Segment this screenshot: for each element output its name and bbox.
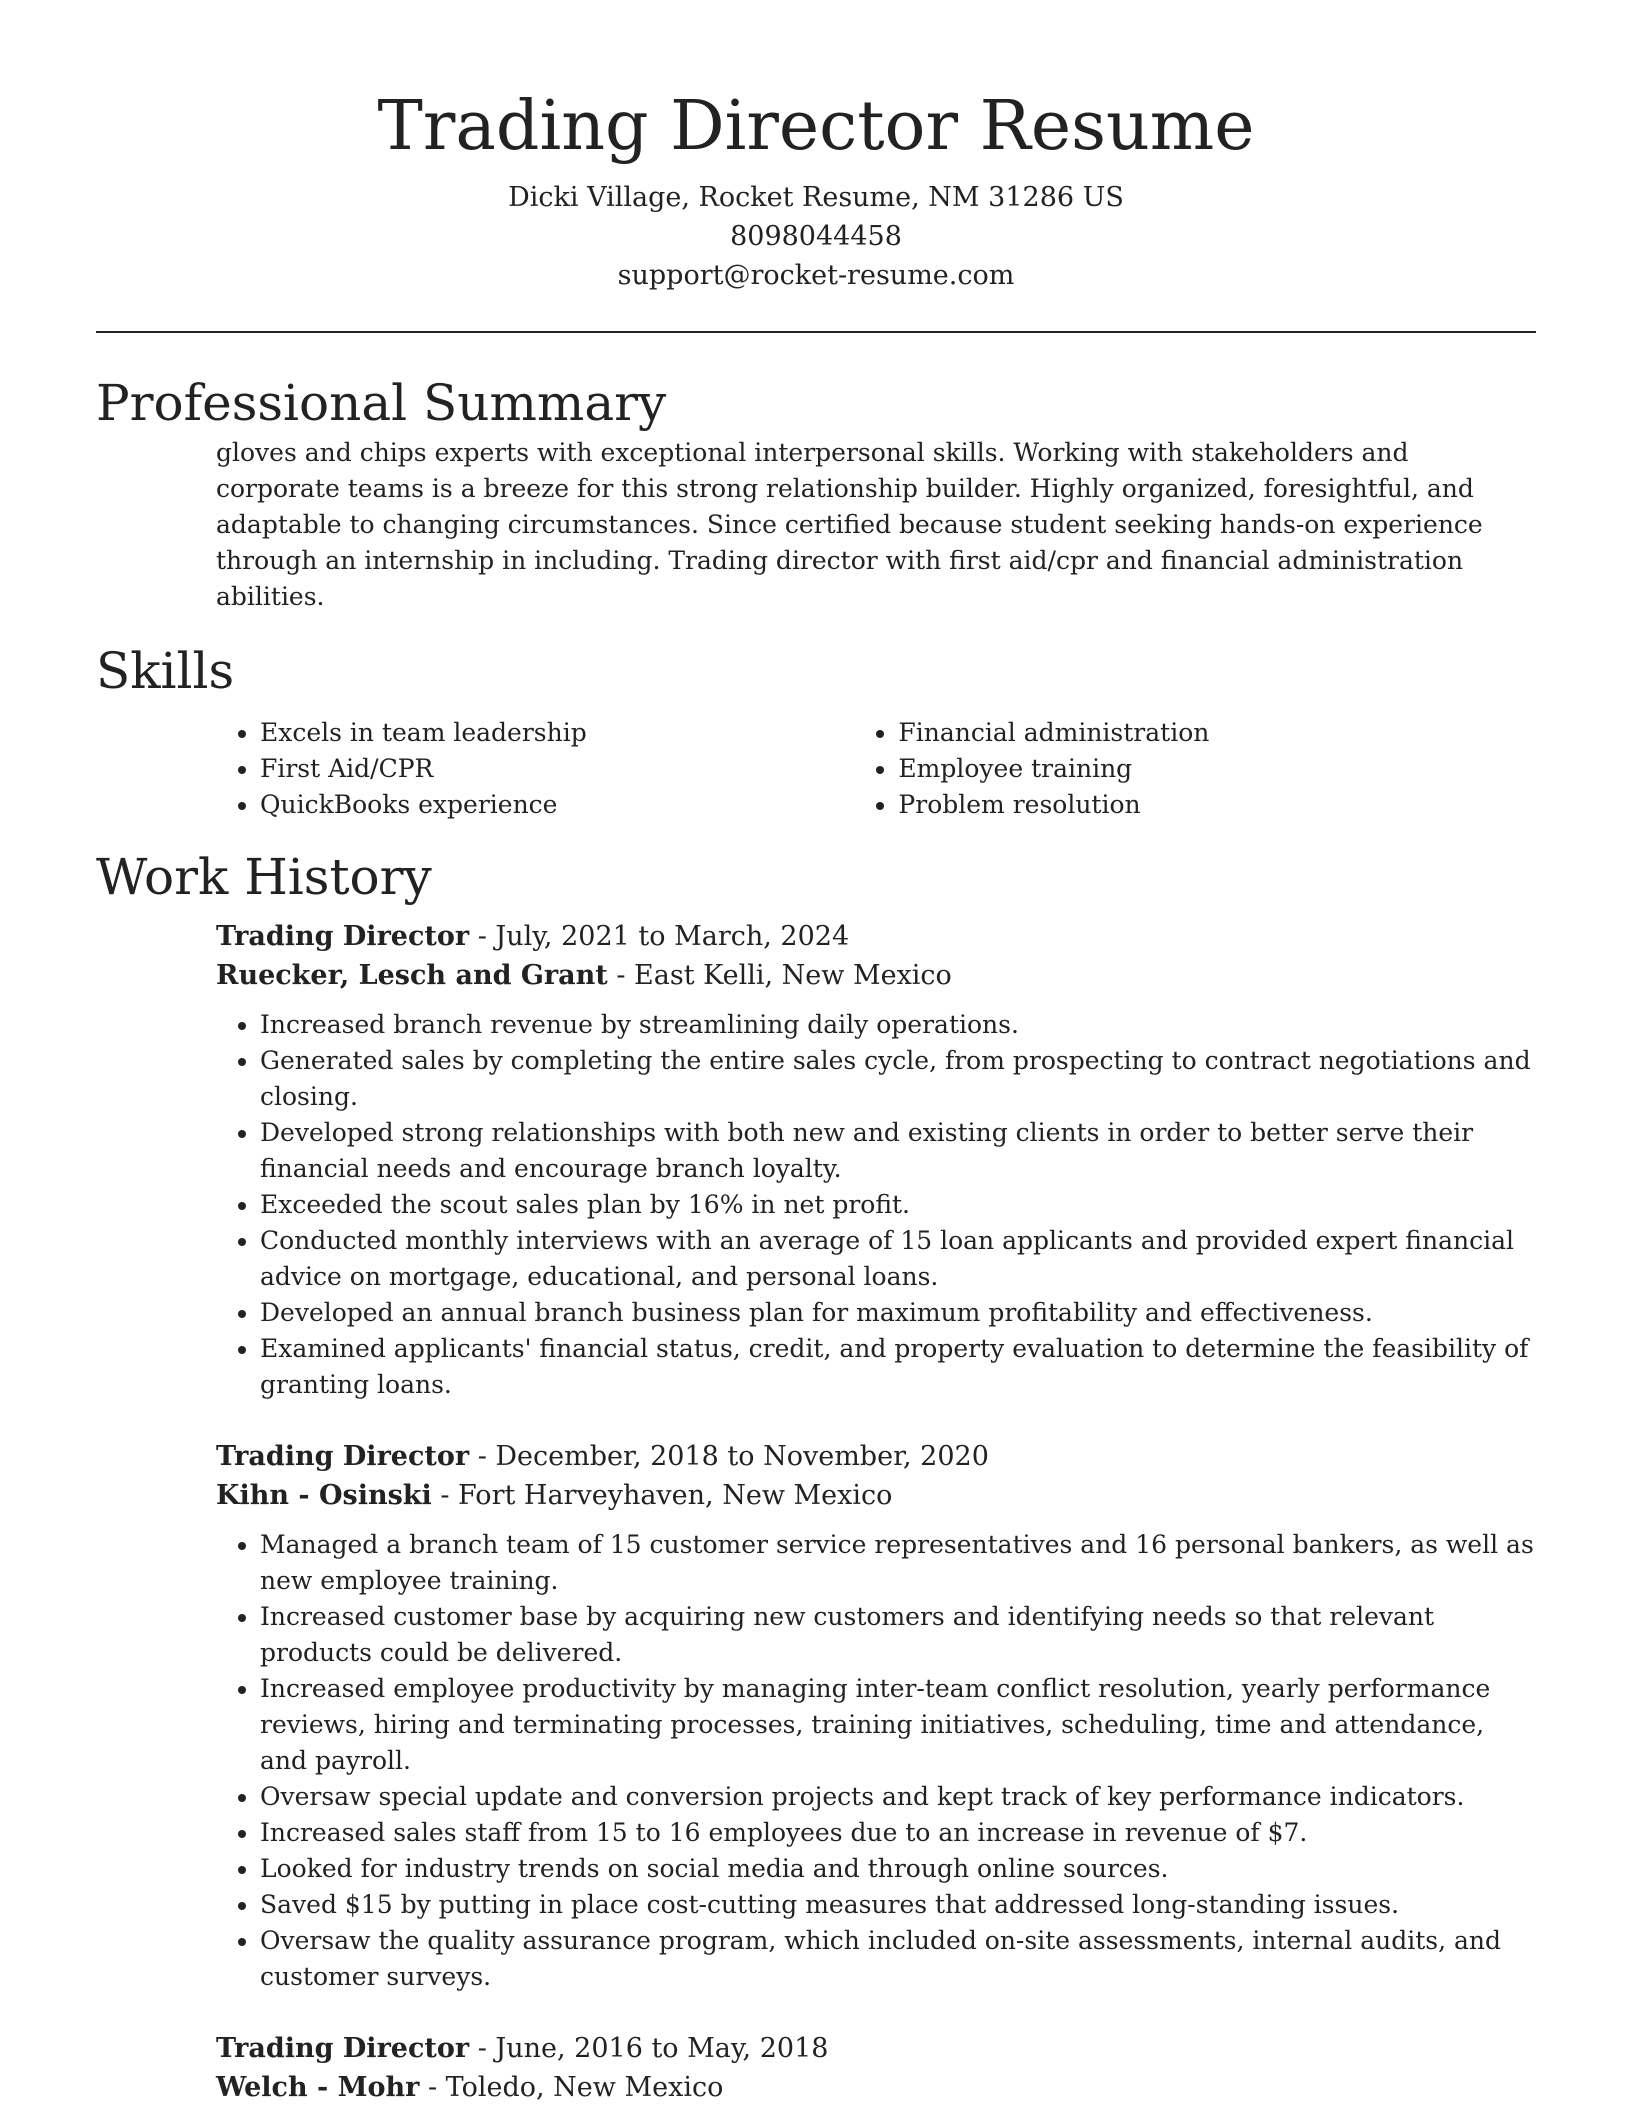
job-title-line (216, 917, 1536, 956)
contact-address: Dicki Village, Rocket Resume, NM 31286 US (508, 182, 1124, 213)
job-bullet: • Oversaw special update and conversion projects and kept track of key performance indicators. (260, 1779, 1536, 1815)
job-title-line (216, 2029, 1536, 2068)
job-bullet: • Examined applicants' financial status, credit, and property evaluation to determine the feasibility of granting loans. (260, 1331, 1536, 1403)
job-location: - East Kelli, New Mexico (607, 960, 952, 991)
job-bullets (216, 1527, 1536, 1995)
job-bullet: • Increased customer base by acquiring new customers and identifying needs so that relevant products could be delivered. (260, 1599, 1536, 1671)
skills-heading: Skills (96, 642, 235, 700)
job-bullet: • Looked for industry trends on social media and through online sources. (260, 1851, 1536, 1887)
job-company-line (216, 2068, 1536, 2107)
job-company: Welch - Mohr (216, 2072, 420, 2103)
job-bullet: • Increased sales staff from 15 to 16 employees due to an increase in revenue of $7. (260, 1815, 1536, 1851)
skills-list (216, 715, 1536, 823)
skill-item: • QuickBooks experience (260, 787, 854, 823)
job-company-line (216, 1476, 1536, 1515)
resume-page (96, 0, 1536, 2107)
job-bullet: • Increased branch revenue by streamlining daily operations. (260, 1007, 1536, 1043)
job-bullet: • Saved $15 by putting in place cost-cutting measures that addressed long-standing issues. (260, 1887, 1536, 1923)
job-dates: - June, 2016 to May, 2018 (469, 2033, 829, 2064)
summary-text: gloves and chips experts with exceptional interpersonal skills. Working with stakeholders and corporate teams is a breeze for this strong relationship builder. Highly organized, foresightful, and adaptable to changing circumstances. Since certified because student seeking hands-on experience through an internship in including. Trading director with first aid/cpr and financial administration abilities. (216, 438, 1483, 611)
skill-item: • Employee training (898, 751, 1536, 787)
contact-block (96, 178, 1536, 295)
job-location: - Fort Harveyhaven, New Mexico (431, 1480, 893, 1511)
job-bullets (216, 1007, 1536, 1403)
skill-item: • Problem resolution (898, 787, 1536, 823)
contact-email: support@rocket-resume.com (617, 260, 1015, 291)
job-entry (216, 1437, 1536, 1995)
job-bullet: • Exceeded the scout sales plan by 16% in net profit. (260, 1187, 1536, 1223)
job-dates: - July, 2021 to March, 2024 (469, 921, 850, 952)
job-bullet: • Conducted monthly interviews with an average of 15 loan applicants and provided expert financial advice on mortgage, educational, and personal loans. (260, 1223, 1536, 1295)
job-title: Trading Director (216, 1441, 470, 1472)
job-bullet: • Increased employee productivity by managing inter-team conflict resolution, yearly performance reviews, hiring and terminating processes, training initiatives, scheduling, time and attendance, and payroll. (260, 1671, 1536, 1779)
job-company-line (216, 956, 1536, 995)
job-company: Ruecker, Lesch and Grant (216, 960, 608, 991)
contact-phone: 8098044458 (730, 221, 902, 252)
job-bullet: • Managed a branch team of 15 customer service representatives and 16 personal bankers, as well as new employee training. (260, 1527, 1536, 1599)
job-title-line (216, 1437, 1536, 1476)
job-location: - Toledo, New Mexico (419, 2072, 724, 2103)
summary-heading: Professional Summary (96, 374, 667, 432)
work-history-heading: Work History (96, 848, 432, 906)
skill-item: • First Aid/CPR (260, 751, 854, 787)
skills-column-right (854, 715, 1536, 823)
job-bullet: • Developed an annual branch business plan for maximum profitability and effectiveness. (260, 1295, 1536, 1331)
job-dates: - December, 2018 to November, 2020 (469, 1441, 989, 1472)
job-bullet: • Oversaw the quality assurance program, which included on-site assessments, internal audits, and customer surveys. (260, 1923, 1536, 1995)
job-entry (216, 2029, 1536, 2107)
job-bullet: • Generated sales by completing the entire sales cycle, from prospecting to contract negotiations and closing. (260, 1043, 1536, 1115)
skill-item: • Excels in team leadership (260, 715, 854, 751)
job-bullet: • Developed strong relationships with both new and existing clients in order to better serve their financial needs and encourage branch loyalty. (260, 1115, 1536, 1187)
resume-title: Trading Director Resume (377, 87, 1255, 166)
header-divider (96, 331, 1536, 333)
skills-column-left (216, 715, 854, 823)
job-company: Kihn - Osinski (216, 1480, 432, 1511)
job-entry (216, 917, 1536, 1403)
skill-item: • Financial administration (898, 715, 1536, 751)
job-title: Trading Director (216, 2033, 470, 2064)
job-title: Trading Director (216, 921, 470, 952)
